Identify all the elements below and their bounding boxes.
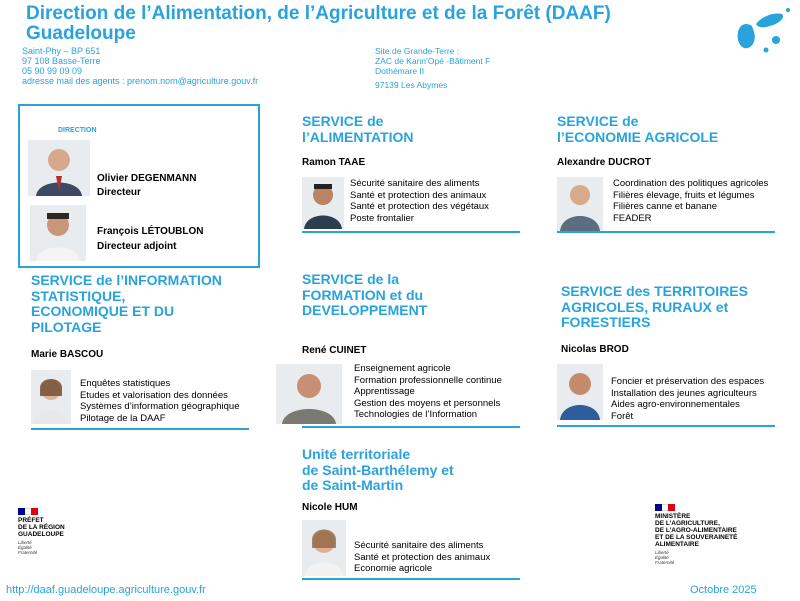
service-territoires-title: SERVICE des TERRITOIRES AGRICOLES, RURAUX et FORESTIERS bbox=[561, 283, 748, 330]
service-information-items: Enquêtes statistiques Etudes et valorisation des données Systèmes d’information géographique Pilotage de la DAAF bbox=[80, 378, 240, 424]
guadeloupe-map-icon bbox=[722, 4, 796, 62]
unite-territoriale-items: Sécurité sanitaire des aliments Santé et protection des animaux Economie agricole bbox=[354, 540, 491, 574]
divider bbox=[302, 426, 520, 428]
service-alimentation-head: Ramon TAAE bbox=[302, 157, 366, 168]
divider bbox=[302, 578, 520, 580]
unite-territoriale-title: Unité territoriale de Saint-Barthélemy et de Saint-Martin bbox=[302, 446, 454, 493]
deputy-role: Directeur adjoint bbox=[97, 241, 177, 252]
divider bbox=[302, 231, 520, 233]
footer-date: Octobre 2025 bbox=[690, 584, 757, 596]
service-alimentation-title: SERVICE de l’ALIMENTATION bbox=[302, 113, 414, 145]
page-title: Direction de l’Alimentation, de l’Agriculture et de la Forêt (DAAF) Guadeloupe bbox=[26, 3, 611, 44]
service-formation-items: Enseignement agricole Formation professionnelle continue Apprentissage Gestion des moyens et personnels Technologies de l’Information bbox=[354, 363, 502, 420]
information-head-photo bbox=[31, 370, 71, 424]
alimentation-head-photo bbox=[302, 177, 344, 229]
site-block: Site de Grande-Terre : ZAC de Kann’Opé -Bâtiment F Dothémare II 97139 Les Abymes bbox=[375, 46, 491, 90]
unite-territoriale-head: Nicole HUM bbox=[302, 502, 358, 513]
unite-head-photo bbox=[302, 520, 346, 576]
director-photo bbox=[28, 140, 90, 196]
service-economie-head: Alexandre DUCROT bbox=[557, 157, 651, 168]
service-alimentation-items: Sécurité sanitaire des aliments Santé et protection des animaux Santé et protection des végétaux Poste frontalier bbox=[350, 178, 489, 224]
french-flag-icon bbox=[655, 504, 675, 511]
divider bbox=[557, 231, 775, 233]
service-formation-head: René CUINET bbox=[302, 345, 367, 356]
direction-label: DIRECTION bbox=[58, 127, 97, 134]
director-role: Directeur bbox=[97, 187, 141, 198]
ministere-logo: MINISTÈRE DE L’AGRICULTURE, DE L’AGRO-ALIMENTAIRE ET DE LA SOUVERAINETÉ ALIMENTAIRE Liberté Égalité Fraternité bbox=[655, 504, 737, 565]
service-territoires-items: Foncier et préservation des espaces Installation des jeunes agriculteurs Aides agro-environnementales Forêt bbox=[611, 376, 765, 422]
director-name: Olivier DEGENMANN bbox=[97, 173, 197, 184]
service-territoires-head: Nicolas BROD bbox=[561, 344, 629, 355]
address-block: Saint-Phy – BP 651 97 108 Basse-Terre 05 90 99 09 09 adresse mail des agents : prenom.nom@agriculture.gouv.fr bbox=[22, 46, 259, 86]
french-flag-icon bbox=[18, 508, 38, 515]
footer-url-link[interactable]: http://daaf.guadeloupe.agriculture.gouv.fr bbox=[6, 584, 206, 596]
territoires-head-photo bbox=[557, 364, 603, 420]
deputy-photo bbox=[30, 205, 86, 261]
economie-head-photo bbox=[557, 177, 603, 231]
prefet-logo: PRÉFET DE LA RÉGION GUADELOUPE Liberté Égalité Fraternité bbox=[18, 508, 65, 555]
divider bbox=[31, 428, 249, 430]
service-information-head: Marie BASCOU bbox=[31, 349, 104, 360]
deputy-name: François LÉTOUBLON bbox=[97, 226, 204, 237]
service-information-title: SERVICE de l’INFORMATION STATISTIQUE, ECONOMIQUE ET DU PILOTAGE bbox=[31, 272, 222, 335]
service-formation-title: SERVICE de la FORMATION et du DEVELOPPEMENT bbox=[302, 271, 428, 318]
service-economie-items: Coordination des politiques agricoles Filières élevage, fruits et légumes Filières canne et banane FEADER bbox=[613, 178, 769, 224]
service-economie-title: SERVICE de l’ECONOMIE AGRICOLE bbox=[557, 113, 719, 145]
divider bbox=[557, 425, 775, 427]
formation-head-photo bbox=[276, 364, 342, 424]
